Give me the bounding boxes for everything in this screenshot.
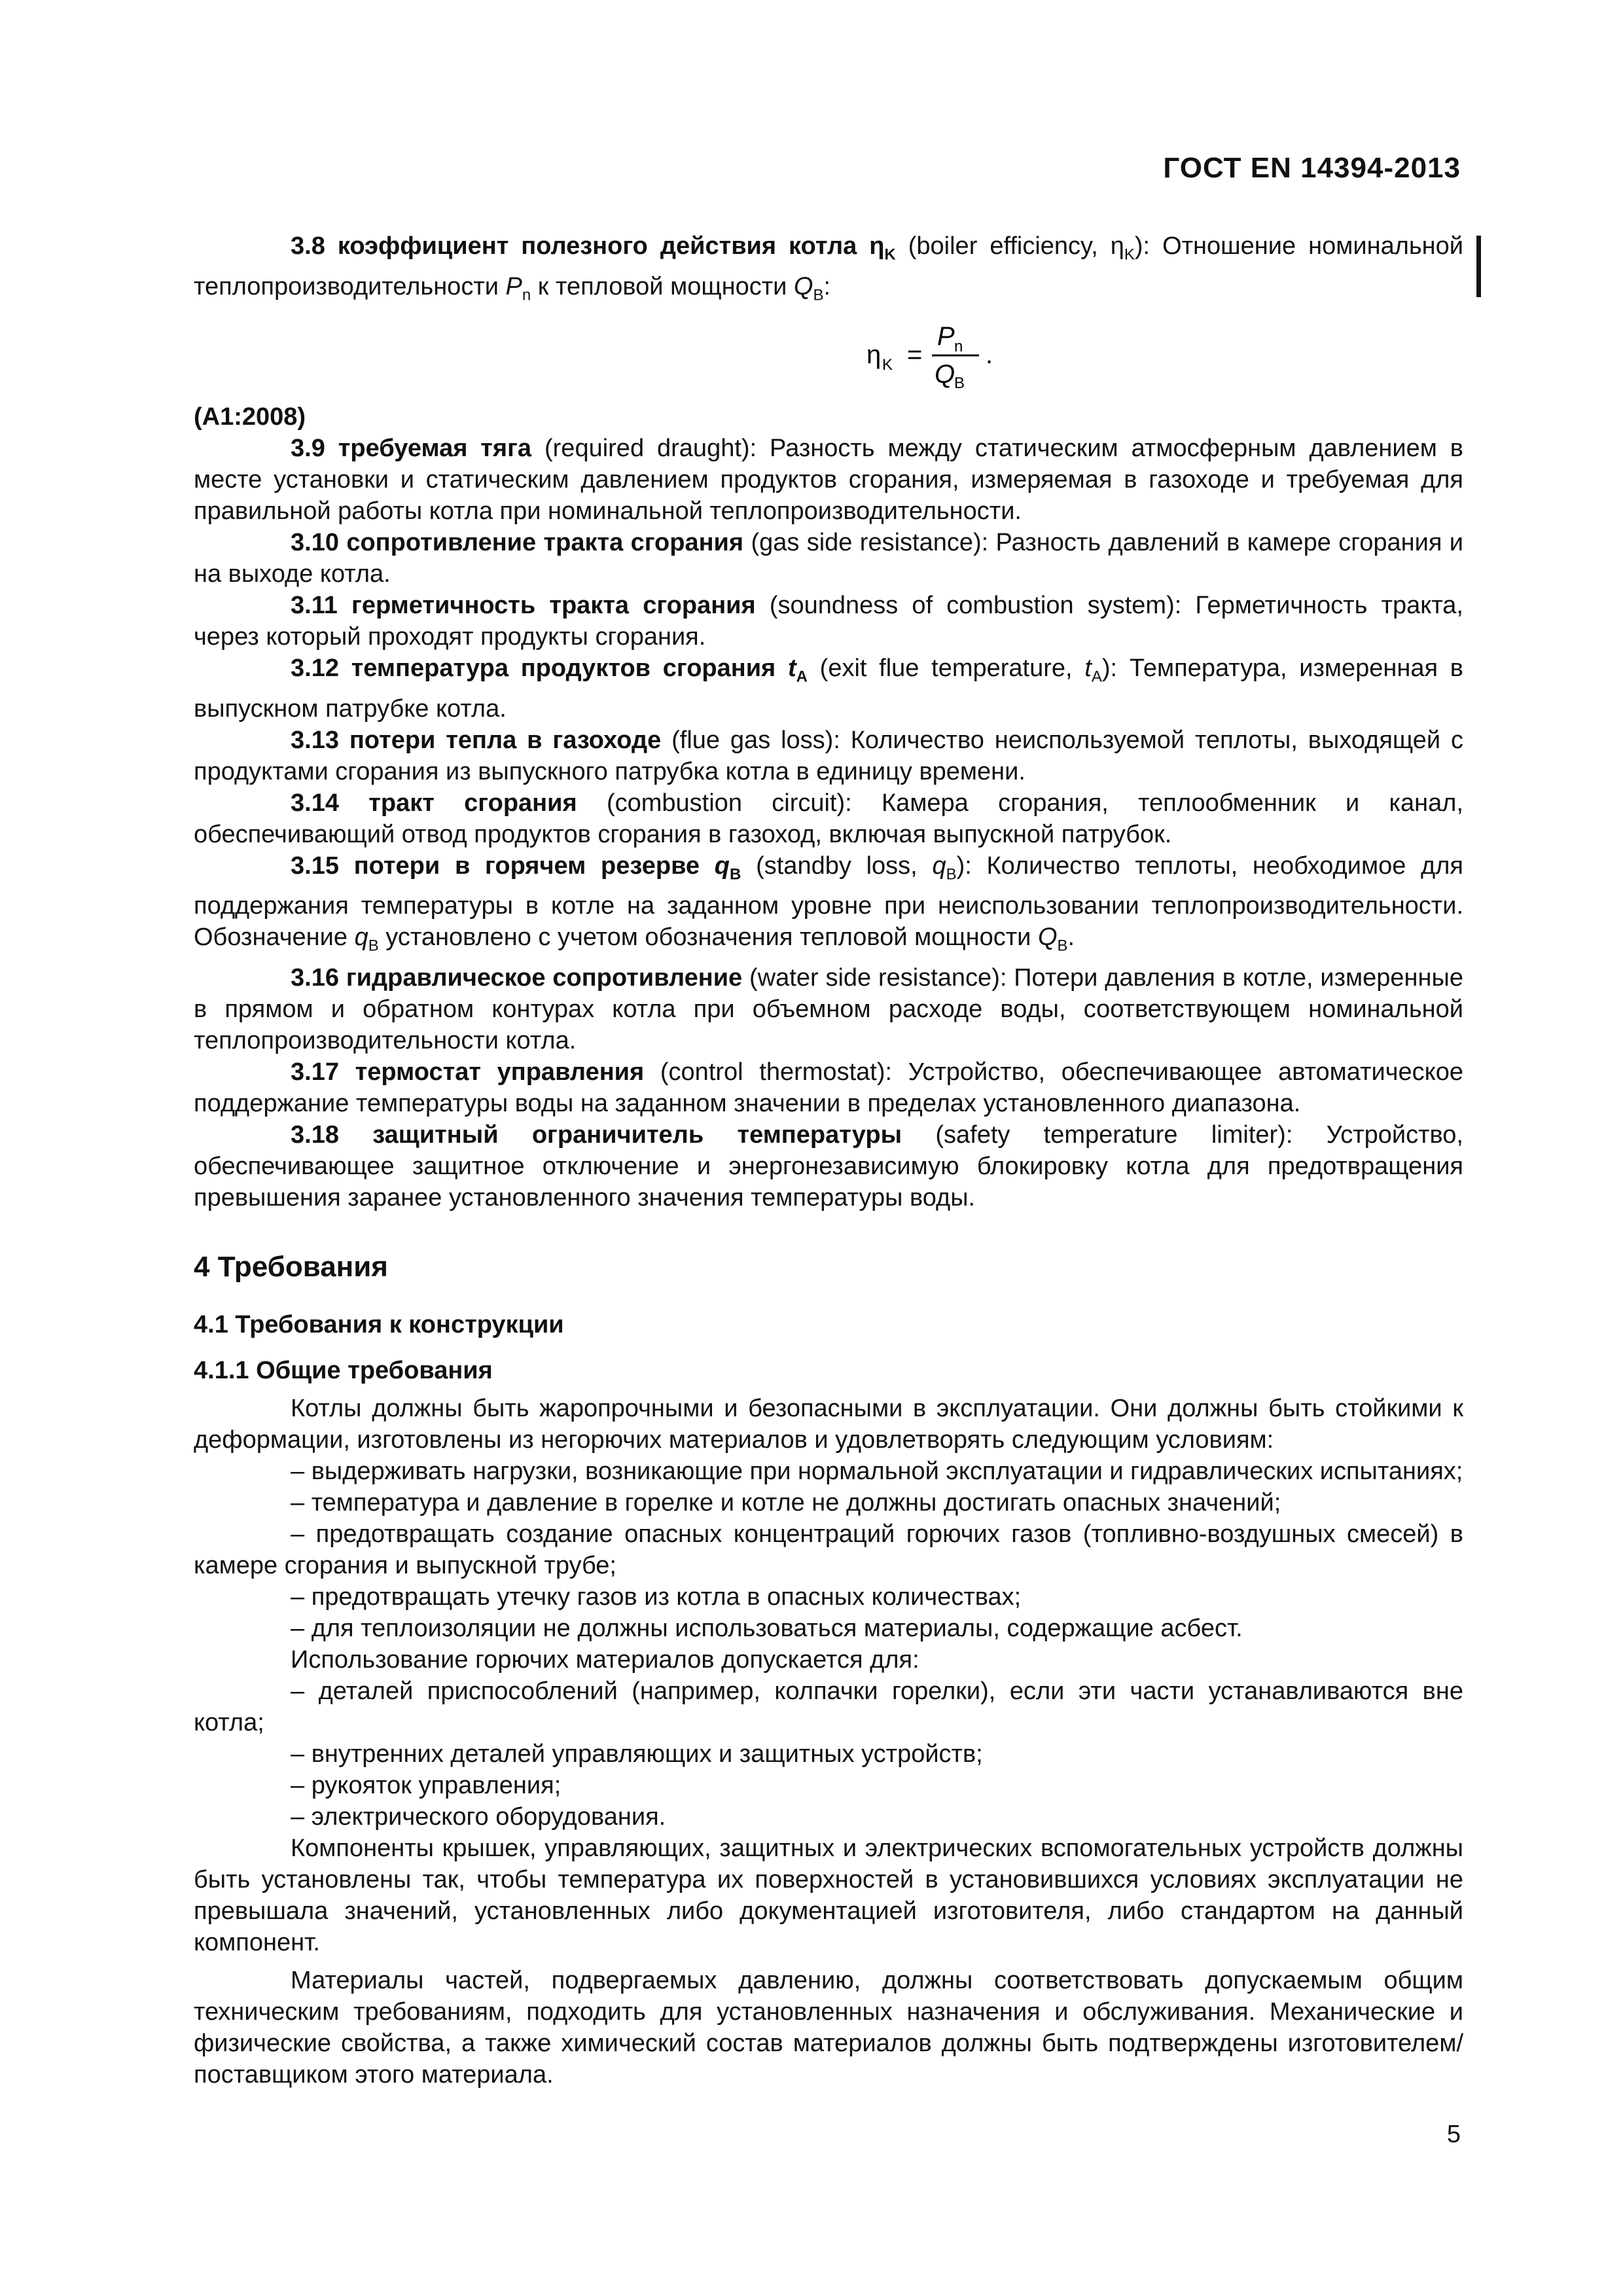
- def-qb-sub: B: [813, 286, 824, 304]
- def-number: 3.9: [291, 435, 338, 463]
- def-number: 3.12: [291, 655, 351, 683]
- def-text: (soundness of combustion system): Герметичность тракта, через который проходят продукты сгорания.: [194, 592, 1463, 651]
- formula-denominator: Q: [935, 360, 955, 389]
- combustible-list-item: – рукояток управления;: [291, 1771, 562, 1799]
- section-intro: Котлы должны быть жаропрочными и безопасными в эксплуатации. Они должны быть стойкими к деформации, изготовлены из негорючих материалов и удовлетворять следующим условиям:: [194, 1394, 1463, 1454]
- def-inline-symbol: q: [932, 852, 946, 880]
- def-text: (required draught): Разность между статическим атмосферным давлением в месте установки и статическим давлением продуктов сгорания, измеряемая в газоходе и требуемая для правильной работы котла при номинальной теплопроизводительности.: [194, 435, 1463, 526]
- formula-lhs: η: [866, 340, 882, 370]
- definition-3-15: 3.15 потери в горячем резерве $q_B$ (standby loss, $q_B$): Количество теплоты, необходимое для поддержания температуры в котле на заданном уровне при неиспользовании теплопроизводительности. Обозначение $q_B$ установлено с учетом обозначения тепловой мощности $Q_B$.: [194, 852, 1463, 955]
- document-header: ГОСТ EN 14394-2013: [1163, 152, 1461, 184]
- definition-3-8-text: [194, 230, 1463, 311]
- def-term: требуемая тяга: [338, 435, 544, 463]
- def-term: потери тепла в газоходе: [349, 726, 672, 754]
- def-text-pre: (boiler efficiency,: [908, 232, 1111, 260]
- def-number: 3.14: [291, 789, 369, 817]
- formula-graphic: [783, 317, 1058, 389]
- def-mid: к тепловой мощности: [531, 272, 794, 300]
- def-term: температура продуктов сгорания: [351, 655, 788, 683]
- def-text-post: ): Отношение номинальной теплопроизводительности: [194, 232, 1464, 300]
- def-number: 3.8: [291, 232, 325, 260]
- formula-lhs-sub: K: [882, 356, 893, 374]
- def-pn-sub: n: [522, 286, 531, 304]
- def-inline-symbol: t: [1084, 655, 1092, 683]
- def-pn: P: [505, 272, 522, 300]
- def-term: защитный ограничитель температуры: [372, 1121, 936, 1149]
- formula-tail: .: [986, 340, 993, 370]
- def-number: 3.10: [291, 529, 347, 557]
- definition-3-18: [194, 1119, 1463, 1213]
- combustible-list: [194, 1676, 1463, 1833]
- conditions-list: [194, 1456, 1463, 1644]
- def-term: сопротивление тракта сгорания: [346, 529, 751, 557]
- def-term: коэффициент полезного действия котла: [337, 232, 857, 260]
- def-text: (standby loss,: [756, 852, 933, 880]
- def-text: (water side resistance): Потери давления в котле, измеренные в прямом и обратном контурах котла при объемном расходе воды, соответствующем номинальной теплопроизводительности котла.: [194, 963, 1463, 1054]
- def-number: 3.13: [291, 726, 349, 754]
- def-number: 3.16: [291, 963, 346, 992]
- def-symbol: $q_B$: [714, 852, 741, 884]
- def-text: (exit flue temperature,: [819, 655, 1085, 683]
- def-term: герметичность тракта сгорания: [351, 592, 770, 620]
- def-term: тракт сгорания: [368, 789, 607, 817]
- amendment-label: (A1:2008): [194, 403, 306, 431]
- def-symbol: η: [869, 232, 885, 260]
- formula-denominator-sub: B: [954, 374, 965, 390]
- page-number: 5: [1446, 2121, 1461, 2148]
- definition-3-11: [194, 590, 1463, 653]
- definition-3-10: [194, 527, 1463, 590]
- def-number: 3.17: [291, 1058, 355, 1086]
- definition-3-12: 3.12 температура продуктов сгорания $t_A$ (exit flue temperature, $t_A$): Температура, измеренная в выпускном патрубке котла.: [194, 655, 1463, 723]
- def-text: (combustion circuit): Камера сгорания, теплообменник и канал, обеспечивающий отвод продуктов сгорания в газоход, включая выпускной патрубок.: [194, 789, 1463, 848]
- definition-3-9: [194, 433, 1463, 527]
- def-text: (flue gas loss): Количество неиспользуемой теплоты, выходящей с продуктами сгорания из выпускного патрубка котла в единицу времени.: [194, 726, 1463, 785]
- def-qb: Q: [793, 272, 813, 300]
- def-number: 3.15: [291, 852, 354, 880]
- def-number: 3.11: [291, 592, 351, 620]
- def-term: гидравлическое сопротивление: [346, 963, 750, 992]
- components-paragraph: Компоненты крышек, управляющих, защитных и электрических вспомогательных устройств должны быть установлены так, чтобы температура их поверхностей в установившихся условиях эксплуатации не превышала значений, установленных либо документацией изготовителя, либо стандартом на данный компонент.: [194, 1834, 1463, 1956]
- def-text-sym-sub: K: [1124, 245, 1135, 264]
- condition-list-item: – предотвращать создание опасных концентраций горючих газов (топливно-воздушных смесей) в камере сгорания и выпускной трубе;: [194, 1520, 1463, 1579]
- def-term: потери в горячем резерве: [353, 852, 715, 880]
- def-text-sym: η: [1110, 232, 1124, 260]
- formula-numerator-sub: n: [954, 338, 963, 356]
- change-bar: [1476, 236, 1481, 297]
- combustible-list-item: – электрического оборудования.: [291, 1803, 666, 1831]
- lead-paragraph: Использование горючих материалов допускается для:: [291, 1645, 919, 1674]
- definitions-list: [194, 433, 1463, 1213]
- definition-3-13: [194, 725, 1463, 787]
- formula-numerator: P: [937, 322, 955, 351]
- section-4-1-title: 4.1 Требования к конструкции: [194, 1310, 564, 1338]
- section-4-1-1-title: 4.1.1 Общие требования: [194, 1356, 493, 1384]
- definition-3-14: [194, 787, 1463, 850]
- condition-list-item: – температура и давление в горелке и котле не должны достигать опасных значений;: [291, 1488, 1281, 1516]
- def-text: (safety temperature limiter): Устройство, обеспечивающее защитное отключение и энергонезависимую блокировку котла для предотвращения превышения заранее установленного значения температуры воды.: [194, 1121, 1463, 1211]
- def-text: (gas side resistance): Разность давлений в камере сгорания и на выходе котла.: [194, 529, 1463, 588]
- def-number: 3.18: [291, 1121, 373, 1149]
- formula-eq: =: [907, 340, 923, 370]
- document-body: [194, 230, 1463, 2090]
- efficiency-formula: [194, 317, 1463, 389]
- def-end: :: [823, 272, 831, 300]
- def-term: термостат управления: [355, 1058, 660, 1086]
- definition-3-16: [194, 962, 1463, 1056]
- condition-list-item: – выдерживать нагрузки, возникающие при нормальной эксплуатации и гидравлических испытаниях;: [291, 1457, 1463, 1485]
- def-symbol: $t_A$: [787, 655, 808, 686]
- section-4-title: 4 Требования: [194, 1250, 388, 1283]
- condition-list-item: – предотвращать утечку газов из котла в опасных количествах;: [291, 1583, 1022, 1611]
- condition-list-item: – для теплоизоляции не должны использоваться материалы, содержащие асбест.: [291, 1614, 1243, 1642]
- materials-paragraph: Материалы частей, подвергаемых давлению, должны соответствовать допускаемым общим техническим требованиям, подходить для установленных назначения и обслуживания. Механические и физические свойства, а также химический состав материалов должны быть подтверждены изготовителем/поставщиком этого материала.: [194, 1966, 1463, 2089]
- def-text: (control thermostat): Устройство, обеспечивающее автоматическое поддержание температуры воды на заданном значении в пределах установленного диапазона.: [194, 1058, 1463, 1117]
- combustible-list-item: – внутренних деталей управляющих и защитных устройств;: [291, 1740, 983, 1768]
- def-symbol-sub: K: [884, 245, 896, 264]
- definition-3-17: [194, 1056, 1463, 1119]
- combustible-list-item: – деталей приспособлений (например, колпачки горелки), если эти части устанавливаются вне котла;: [194, 1677, 1463, 1736]
